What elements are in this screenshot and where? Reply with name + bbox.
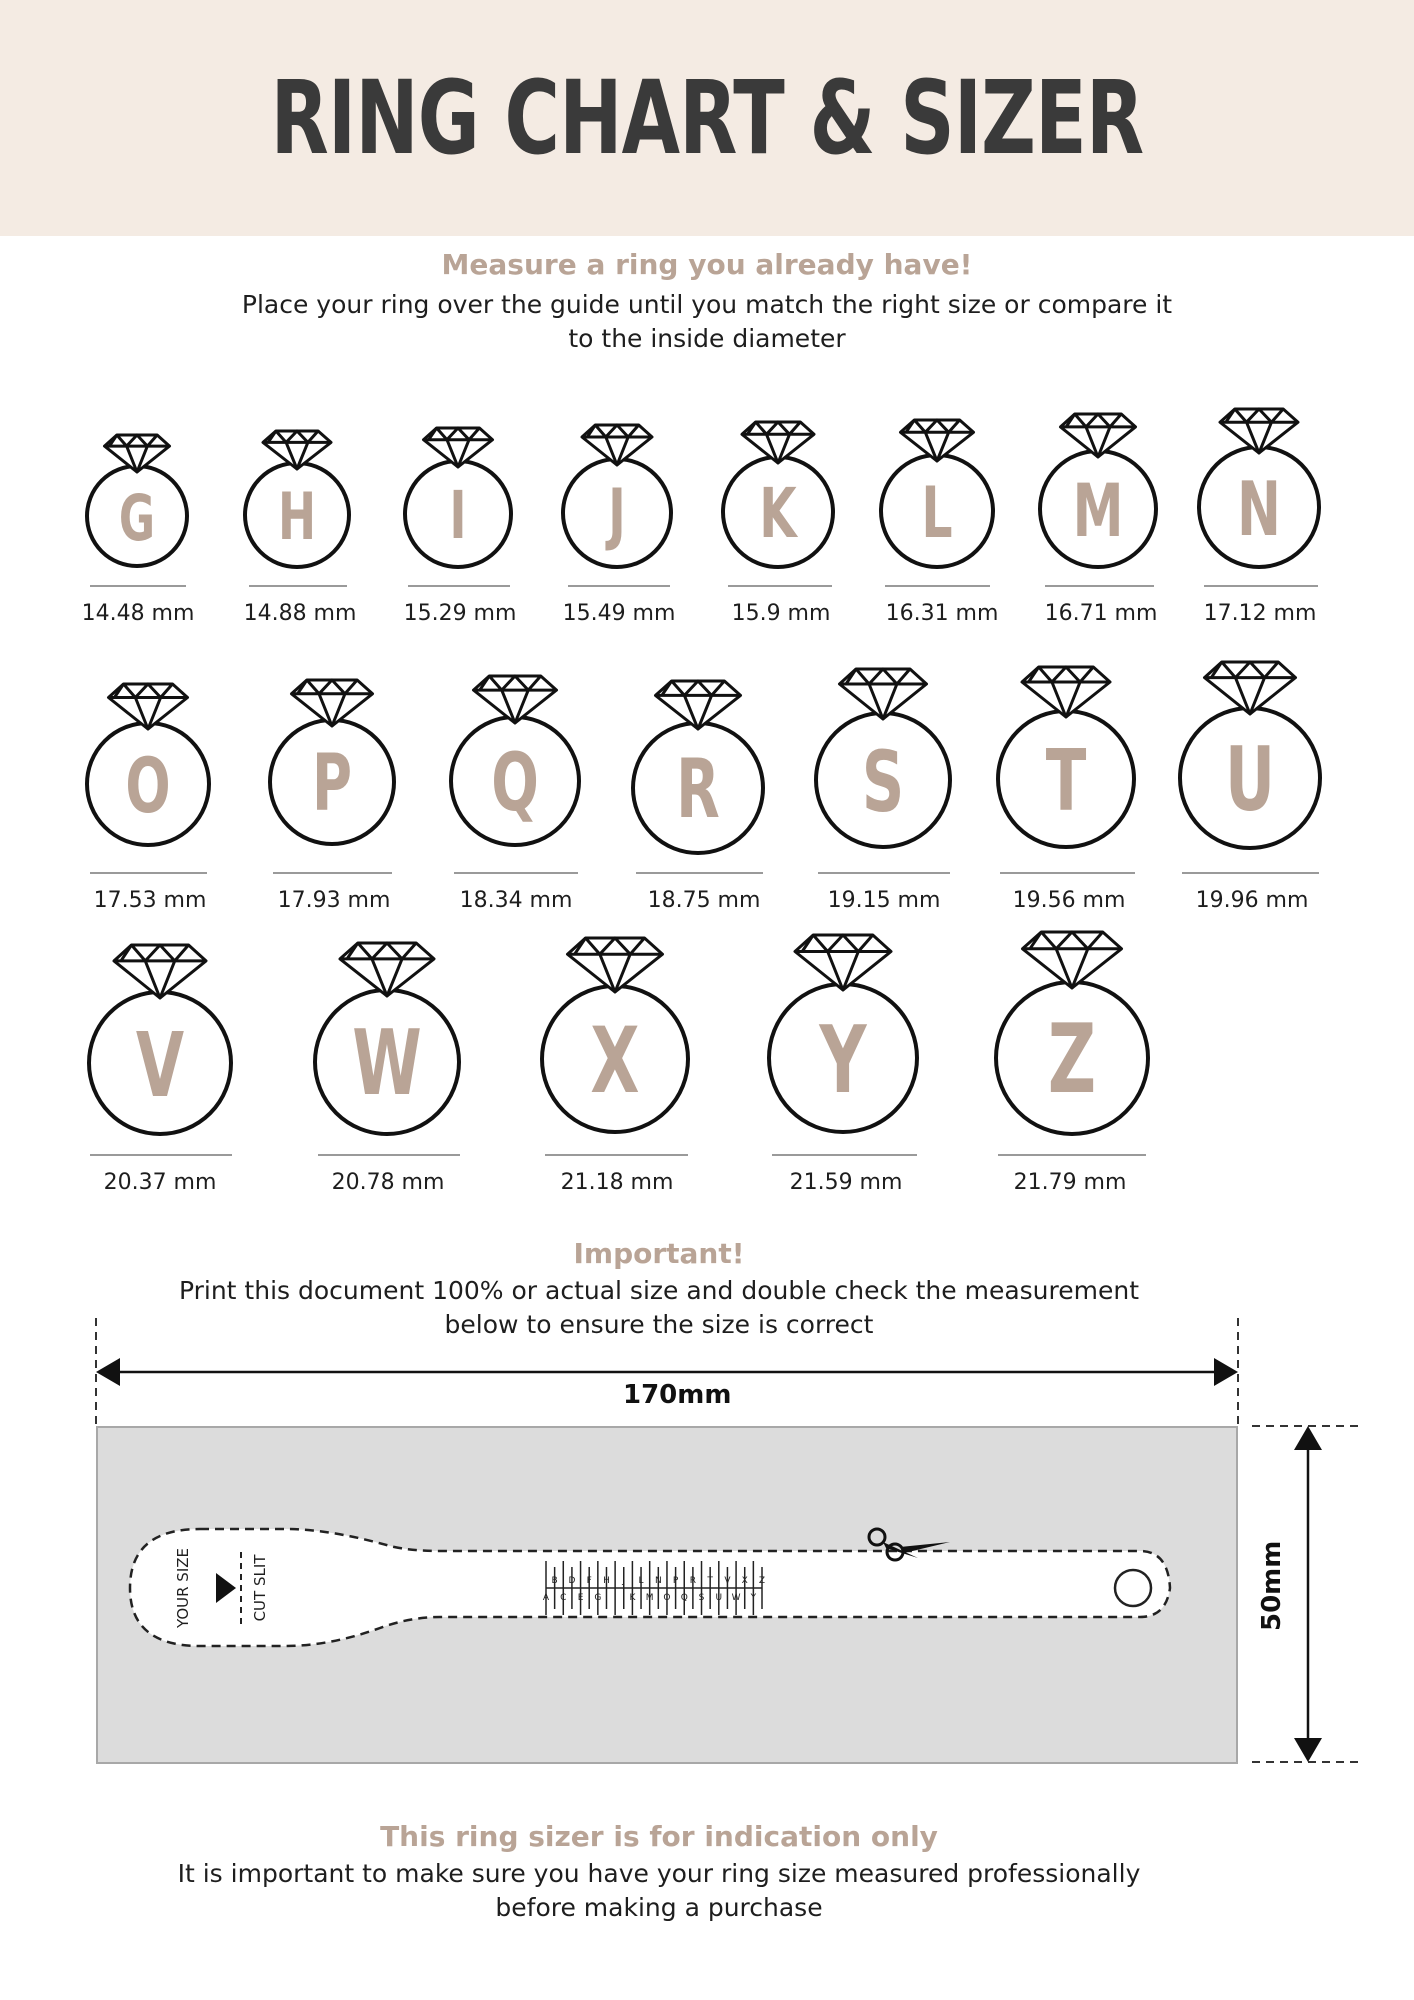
scale-letter: C [560, 1593, 567, 1603]
scale-letter: H [603, 1576, 610, 1586]
ring-letter: Y [819, 1005, 867, 1114]
ring-letter: M [1072, 468, 1124, 554]
important-heading: Important! [573, 1237, 745, 1270]
scale-letter: T [707, 1576, 713, 1586]
scale-letter: O [663, 1593, 671, 1603]
measure-instruction-line-1: Place your ring over the guide until you match the right size or compare it [241, 290, 1173, 319]
footer-disclaimer-line-1: It is important to make sure you have your ring size measured professionally [177, 1859, 1141, 1888]
ring-diameter-label: 15.9 mm [731, 601, 831, 626]
scale-letter: N [654, 1576, 662, 1586]
ring-letter: R [676, 742, 720, 837]
ring-diameter-label: 20.37 mm [103, 1170, 217, 1195]
scale-letter: E [577, 1593, 584, 1603]
ring-letter: L [921, 472, 953, 554]
important-instruction-line-2: below to ensure the size is correct [444, 1310, 874, 1339]
ring-diameter-label: 21.79 mm [1013, 1170, 1127, 1195]
scale-letter: V [724, 1576, 731, 1586]
ring-letter: J [608, 475, 626, 554]
ring-letter: T [1045, 731, 1087, 831]
ring-diameter-label: 19.15 mm [827, 888, 941, 913]
measure-heading: Measure a ring you already have! [441, 248, 973, 281]
ring-letter: H [277, 479, 317, 555]
ring-diameter-label: 17.53 mm [93, 888, 207, 913]
ring-diameter-label: 19.56 mm [1012, 888, 1126, 913]
footer-heading: This ring sizer is for indication only [380, 1820, 938, 1853]
important-instruction-line-1: Print this document 100% or actual size and double check the measurement [178, 1276, 1140, 1305]
ring-letter: X [590, 1008, 640, 1114]
ring-diameter-label: 20.78 mm [331, 1170, 445, 1195]
scale-letter: G [594, 1593, 602, 1603]
ring-diameter-label: 17.12 mm [1203, 601, 1317, 626]
scale-letter: Q [680, 1593, 688, 1603]
your-size-label: YOUR SIZE [174, 1547, 192, 1629]
scale-letter: R [689, 1576, 697, 1586]
scale-letter: I [613, 1593, 617, 1603]
ring-diameter-label: 15.49 mm [562, 601, 676, 626]
ring-letter: K [759, 473, 797, 554]
ring-diameter-label: 19.96 mm [1195, 888, 1309, 913]
scale-letter: K [629, 1593, 636, 1603]
scale-letter: M [645, 1593, 654, 1603]
ring-letter: G [118, 481, 156, 555]
scale-letter: A [542, 1593, 550, 1603]
ring-diameter-label: 18.75 mm [647, 888, 761, 913]
scale-letter: Z [758, 1576, 766, 1586]
scale-letter: Y [750, 1593, 757, 1603]
scale-letter: J [622, 1576, 626, 1586]
scale-letter: W [731, 1593, 741, 1603]
height-label: 50mm [1257, 1540, 1287, 1631]
page-title: RING CHART & SIZER [270, 59, 1144, 178]
width-label: 170mm [623, 1380, 732, 1410]
ring-diameter-label: 16.71 mm [1044, 601, 1158, 626]
ring-diameter-label: 21.59 mm [789, 1170, 903, 1195]
ring-letter: Z [1047, 1004, 1097, 1115]
ring-diameter-label: 18.34 mm [459, 888, 573, 913]
scale-letter: F [586, 1576, 592, 1586]
scale-letter: P [672, 1576, 679, 1586]
ring-letter: S [861, 733, 905, 831]
scale-letter: X [741, 1576, 748, 1586]
cut-slit-label: CUT SLIT [251, 1554, 269, 1622]
scale-letter: U [715, 1593, 723, 1603]
scale-letter: D [568, 1576, 576, 1586]
ring-letter: P [311, 739, 353, 829]
ring-letter: I [449, 477, 467, 554]
ring-diameter-label: 17.93 mm [277, 888, 391, 913]
ring-letter: O [125, 741, 171, 830]
ring-letter: N [1237, 464, 1281, 553]
ring-letter: Q [491, 736, 539, 829]
ring-diameter-label: 21.18 mm [560, 1170, 674, 1195]
ring-diameter-label: 14.88 mm [243, 601, 357, 626]
ring-diameter-label: 16.31 mm [885, 601, 999, 626]
ring-diameter-label: 14.48 mm [81, 601, 195, 626]
footer-disclaimer-line-2: before making a purchase [495, 1893, 823, 1922]
measure-instruction-line-2: to the inside diameter [568, 324, 846, 353]
scale-letter: S [698, 1593, 705, 1603]
ring-letter: V [135, 1012, 185, 1117]
ring-diameter-label: 15.29 mm [403, 601, 517, 626]
scale-letter: L [638, 1576, 644, 1586]
ring-letter: W [352, 1011, 422, 1116]
scale-letter: B [551, 1576, 558, 1586]
strip-hole-icon [1115, 1570, 1151, 1606]
ring-letter: U [1224, 728, 1276, 831]
